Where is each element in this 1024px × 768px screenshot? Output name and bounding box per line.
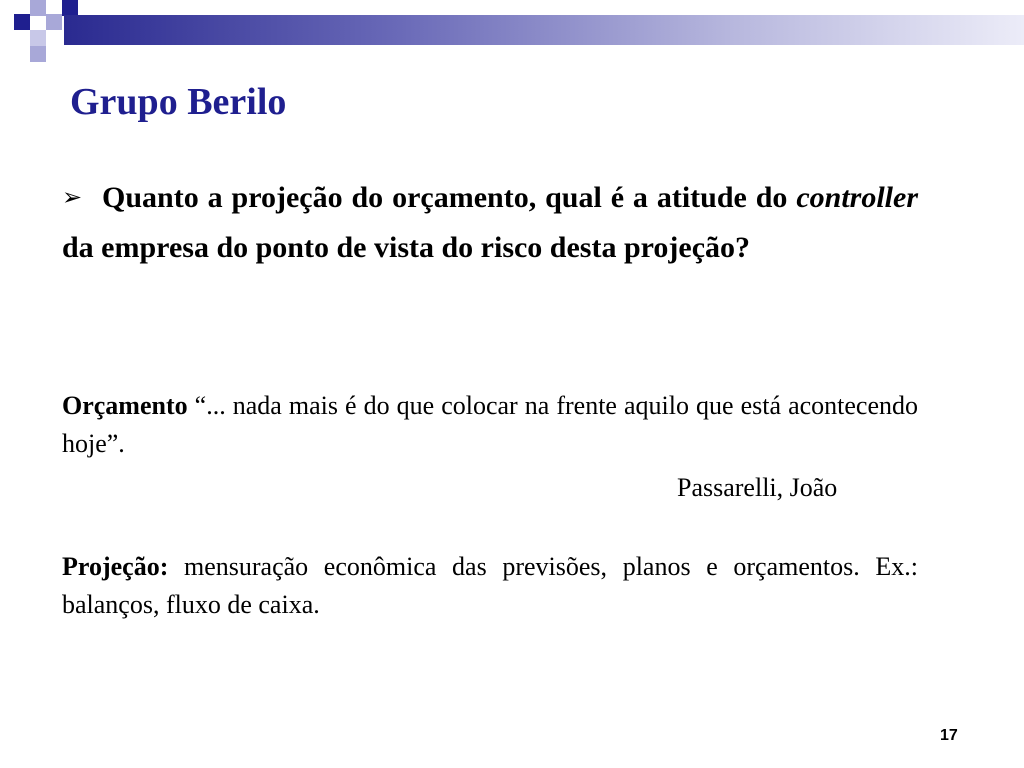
header-square-light	[46, 14, 62, 30]
header-square-dark	[62, 0, 78, 16]
page-title: Grupo Berilo	[70, 81, 287, 123]
definition-projecao-text: mensuração econômica das previsões, planos e orçamentos. Ex.: balanços, fluxo de caixa.	[62, 552, 918, 619]
definition-orcamento	[62, 387, 918, 463]
question-text	[62, 172, 918, 273]
term-orcamento: Orçamento	[62, 391, 188, 420]
header-gradient-bar	[64, 15, 1024, 45]
page-number: 17	[940, 727, 958, 744]
definition-projecao	[62, 548, 918, 624]
header-square-light	[30, 0, 46, 16]
arrow-bullet-icon: ➢	[62, 183, 83, 211]
definition-orcamento-text: “... nada mais é do que colocar na frente aquilo que está acontecendo hoje”.	[62, 391, 918, 458]
question-emphasis: controller	[796, 181, 918, 214]
question-part-1: Quanto a projeção do orçamento, qual é a atitude do	[102, 181, 797, 214]
header-square-light	[30, 30, 46, 46]
quote-author: Passarelli, João	[677, 473, 838, 502]
header-square-light	[30, 46, 46, 62]
header-square-dark	[14, 14, 30, 30]
question-part-2: da empresa do ponto de vista do risco desta projeção?	[62, 231, 751, 264]
term-projecao: Projeção:	[62, 552, 169, 581]
header-decoration	[0, 0, 1024, 62]
